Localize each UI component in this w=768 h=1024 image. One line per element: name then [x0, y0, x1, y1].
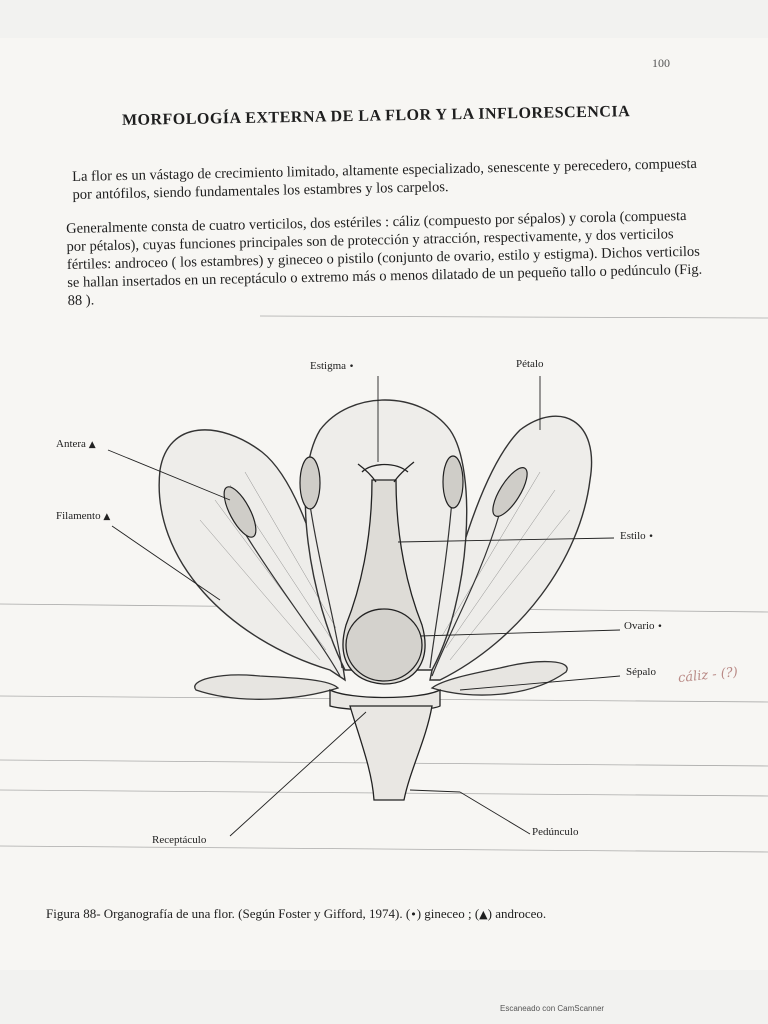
page-title: MORFOLOGÍA EXTERNA DE LA FLOR Y LA INFLORESCENCIA: [121, 103, 631, 129]
label-antera: Antera ▲: [56, 438, 96, 450]
androceo-marker-icon: ▲: [88, 440, 96, 450]
paragraph-text: Generalmente consta de cuatro verticilos, dos estériles : cáliz (compuesto por sépalos) y corola (compuesta por pétalos), cuyas funciones principales son de protección y atracción, respectivamente, y dos verticilos fértiles: androceo ( los estambres) y gineceo o pistilo (conjunto de ovario, estilo y estigma). Dichos verticilos se hallan insertados en un receptáculo o extremo más o menos dilatado de un pequeño tallo o pedúnculo (Fig. 88 ).: [66, 208, 703, 309]
label-receptaculo: Receptáculo: [152, 834, 207, 846]
label-pedunculo: Pedúnculo: [532, 826, 579, 838]
gineceo-marker-icon: •: [410, 908, 417, 921]
label-filamento: Filamento ▲: [56, 510, 111, 522]
figure-caption: Figura 88- Organografía de una flor. (Según Foster y Gifford, 1974). (•) gineceo ; (▲) androceo.: [46, 906, 547, 921]
handwritten-note: cáliz - (?): [677, 664, 739, 687]
page-number: 100: [652, 56, 670, 70]
label-sepalo: Sépalo: [626, 666, 656, 678]
androceo-marker-icon: ▲: [479, 908, 488, 921]
scanner-watermark: Escaneado con CamScanner: [500, 1004, 605, 1013]
label-petalo: Pétalo: [516, 358, 544, 370]
gineceo-marker-icon: •: [648, 532, 654, 542]
gineceo-marker-icon: •: [348, 362, 355, 372]
androceo-marker-icon: ▲: [103, 512, 111, 522]
paragraph-text: La flor es un vástago de crecimiento limitado, altamente especializado, senescente y perecedero, compuesta por antófilos, siendo fundamentales los estambres y los carpelos.: [72, 155, 698, 203]
label-estigma: Estigma •: [310, 360, 355, 372]
label-ovario: Ovario •: [624, 620, 663, 632]
gineceo-marker-icon: •: [657, 622, 663, 632]
receptacle-peduncle: [330, 690, 440, 800]
label-estilo: Estilo •: [620, 530, 654, 542]
